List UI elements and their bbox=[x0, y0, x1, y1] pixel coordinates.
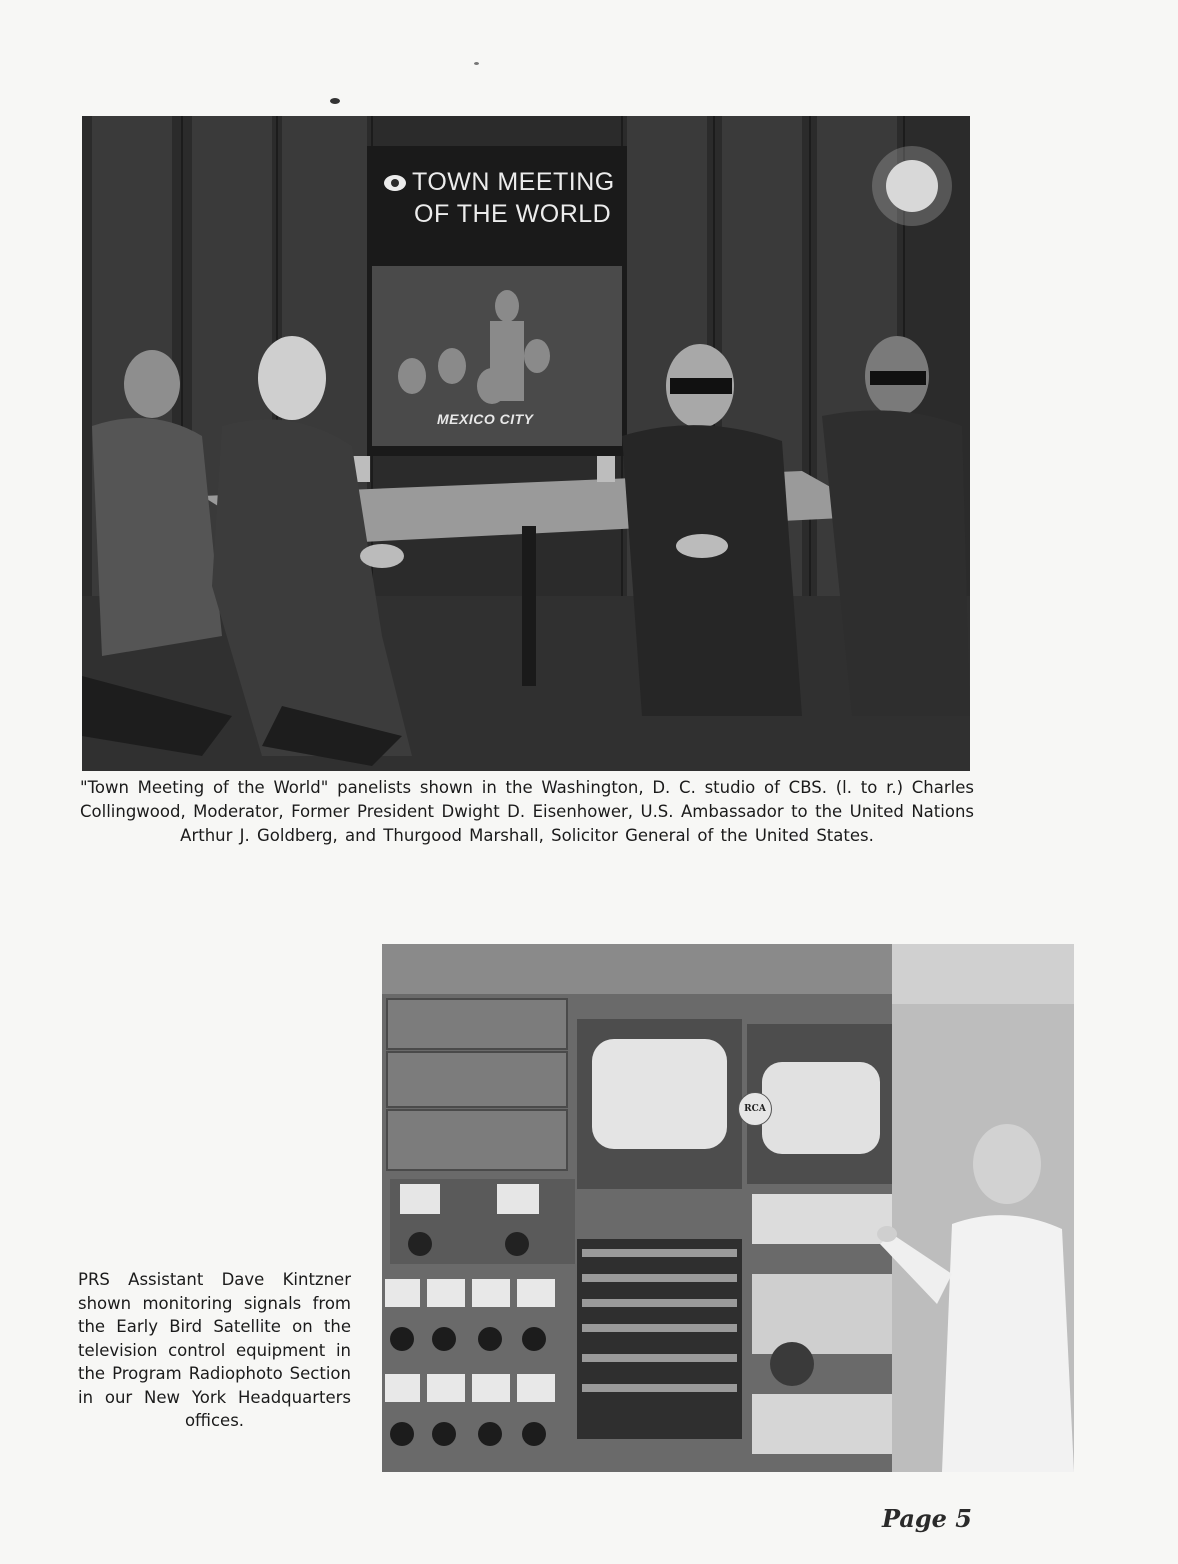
page-number: Page 5 bbox=[881, 1504, 972, 1533]
scan-speck bbox=[474, 62, 479, 65]
photo2-caption: PRS Assistant Dave Kintzner shown monitoring signals from the Early Bird Satellite on the television control equipment in the Program Radiophoto Section in our New York Headquarters offices. bbox=[78, 1270, 351, 1430]
banner-line-2: OF THE WORLD bbox=[414, 200, 612, 228]
scan-speck bbox=[330, 98, 340, 104]
town-meeting-photo bbox=[82, 116, 970, 771]
control-room-photo bbox=[382, 944, 1074, 1472]
cbs-eye-logo-icon bbox=[384, 175, 406, 191]
screen-city-label: MEXICO CITY bbox=[437, 411, 534, 427]
rca-logo: RCA bbox=[738, 1092, 772, 1126]
photo1-caption: "Town Meeting of the World" panelists shown in the Washington, D. C. studio of CBS. (l. to r.) Charles Collingwood, Moderator, Former President Dwight D. Eisenhower, U.S. Ambassador to the United Nations Arthur J. Goldberg, and Thurgood Marshall, Solicitor General of the United States. bbox=[80, 778, 974, 845]
town-meeting-banner bbox=[384, 166, 624, 230]
banner-line-1: TOWN MEETING bbox=[412, 168, 615, 196]
